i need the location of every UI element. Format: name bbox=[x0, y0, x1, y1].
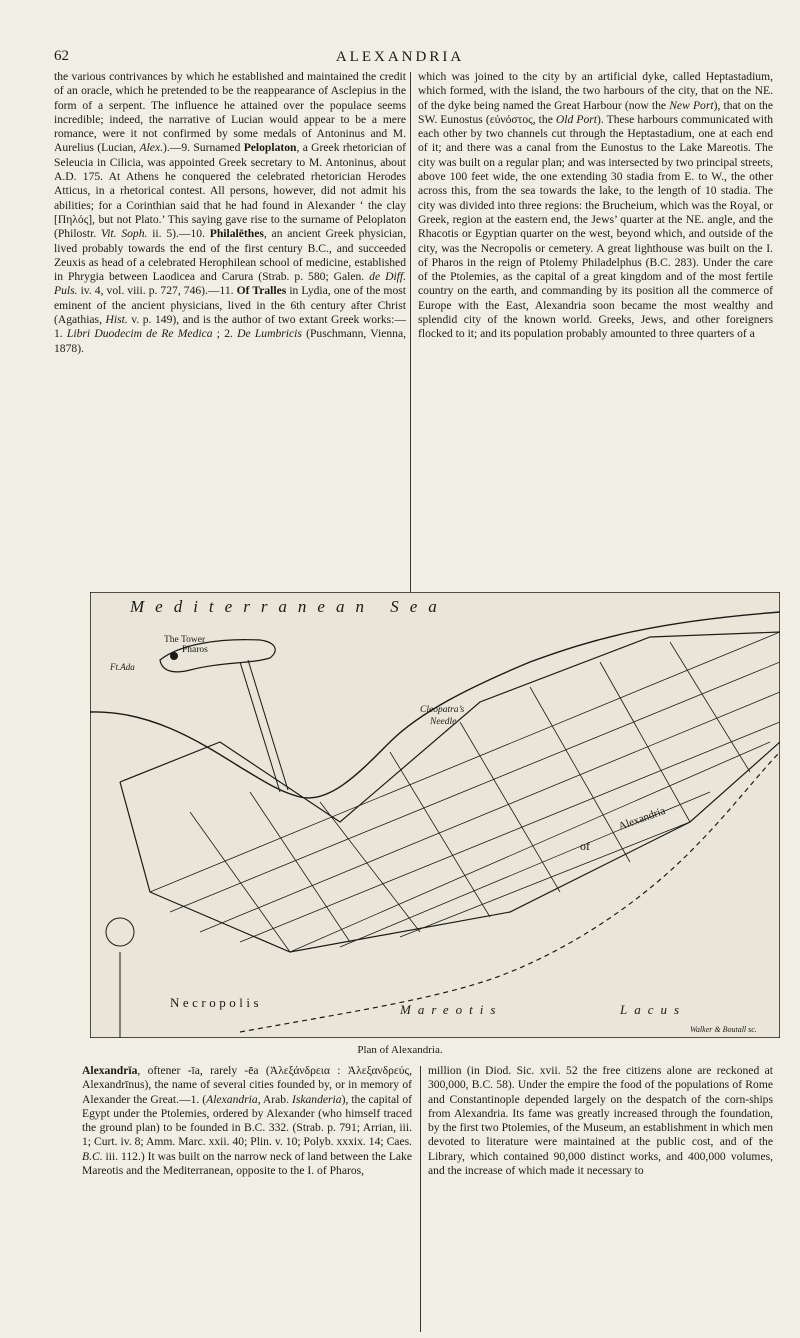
map-label-cleopatra: Cleopatra’s bbox=[420, 705, 465, 715]
running-title: ALEXANDRIA bbox=[335, 49, 465, 65]
paragraph-alexander-cont: the various contrivances by which he established and maintained the credit of an oracle, which he pretended to be the reappearance of Asclepius in the form of a serpent. The influence he attained over the populace seems incredible; indeed, the narrative of Lucian would appear to be a mere romance, were it not confirmed by some medals of Antoninus and M. Aurelius (Lucian, Alex.).—9. Surnamed Peloplaton, a Greek rhetorician of Seleucia in Cilicia, was appointed Greek secretary to M. Antoninus, about A.D. 175. At Athens he conquered the celebrated rhetorician Herodes Atticus, in a rhetorical contest. All persons, however, did not admit his abilities; for a Corinthian said that he had found in Alexander ‘ the clay [Πηλός], but not Plato.’ This saying gave rise to the surname of Peloplaton (Philostr. Vit. Soph. ii. 5).—10. Philalēthes, an ancient Greek physician, lived probably towards the end of the first century B.C., and succeeded Zeuxis as head of a celebrated Herophilean school of medicine, established in Phrygia between Laodicea and Carura (Strab. p. 580; Galen. de Diff. Puls. iv. 4, vol. viii. p. 727, 746).—11. Of Tralles in Lydia, one of the most eminent of the ancient physicians, lived in the 6th century after Christ (Agathias, Hist. v. p. 149), and is the author of two extant Greek works:—1. Libri Duodecim de Re Medica ; 2. De Lumbricis (Puschmann, Vienna, 1878). bbox=[54, 70, 407, 355]
map-label-needle: Needle bbox=[430, 717, 457, 727]
map-label-ft-ada: Ft.Ada bbox=[110, 662, 135, 672]
column-divider-lower bbox=[420, 1066, 421, 1332]
text-column-left-top bbox=[54, 70, 406, 356]
map-label-necropolis: Necropolis bbox=[170, 995, 263, 1010]
text-column-right-bottom bbox=[428, 1064, 773, 1178]
map-label-sea-name: Mediterranean Sea bbox=[130, 597, 448, 616]
map-label-mareotis: Mareotis bbox=[400, 1002, 503, 1017]
paragraph-alexandria-description: which was joined to the city by an artificial dyke, called Heptastadium, which formed, with the island, the two harbours of the city, that on the NE. of the dyke being named the Great Harbour (now the New Port), that on the SW. Eunostus (εὐνόστος, the Old Port). These harbours communicated with each other by two channels cut through the Heptastadium, one at each end of it; and there was a canal from the Eunostus to the Lake Mareotis. The city was built on a regular plan; and was intersected by two principal streets, above 100 feet wide, the one extending 30 stadia from E. to W., the other across this, from the sea towards the lake, to the length of 10 stadia. The city was divided into three regions: the Brucheium, which was the Royal, or Greek, region at the eastern end, the Jews’ quarter at the NE. angle, and the Rhacotis or Egyptian quarter on the west, beyond which, and outside of the city, was the Necropolis or cemetery. A great lighthouse was built on the I. of Pharos in the reign of Ptolemy Philadelphus (B.C. 283). Under the care of the Ptolemies, as the capital of a great kingdom and of the most fertile country on the earth, and commanding by its position all the commerce of Europe with the East, Alexandria soon became the most wealthy and splendid city of the known world. Greeks, Jews, and other foreigners flocked to it; and its population probably amounted to three quarters of a bbox=[418, 70, 773, 341]
map-caption: Plan of Alexandria. bbox=[357, 1044, 443, 1056]
paragraph-alexandria-entry: Alexandrīa, oftener -īa, rarely -ēa (Ἀλεξάνδρεια : Ἀλεξανδρεύς, Alexandrīnus), the name of several cities founded by, or in memory of Alexander the Great.—1. (Alexandria, Arab. Iskanderia), the capital of Egypt under the Ptolemies, ordered by Alexander (who himself traced the ground plan) to be founded in B.C. 332. (Strab. p. 791; Arrian, iii. 1; Curt. iv. 8; Amm. Marc. xxii. 40; Plin. v. 10; Polyb. xxxix. 14; Caes. B.C. iii. 112.) It was built on the narrow neck of land between the Lake Mareotis and the Mediterranean, opposite to the I. of Pharos, bbox=[82, 1064, 412, 1178]
page-number: 62 bbox=[54, 48, 69, 64]
text-column-right-top bbox=[418, 70, 773, 342]
map-label-pharos: Pharos bbox=[182, 645, 208, 655]
column-divider bbox=[410, 72, 411, 592]
plan-of-alexandria-map bbox=[90, 592, 780, 1038]
text-column-left-bottom bbox=[82, 1064, 412, 1178]
map-label-of: of bbox=[580, 839, 590, 853]
map-label-tower: The Tower bbox=[164, 635, 206, 645]
paragraph-alexandria-population: million (in Diod. Sic. xvii. 52 the free citizens alone are reckoned at 300,000, B.C. 58). Under the empire the food of the populations of Rome and Constantinople depended largely on the despatch of the corn-ships from Alexandria. Its fame was greatly increased through the foundation, by the first two Ptolemies, of the Museum, an establishment in which men devoted to literature were maintained at the public cost, and of the Library, which contained 90,000 distinct works, and 400,000 volumes, and the increase of which made it necessary to bbox=[428, 1064, 773, 1178]
map-engraver-credit: Walker & Boutall sc. bbox=[690, 1025, 757, 1034]
map-label-lacus: Lacus bbox=[620, 1002, 687, 1017]
map-label-alexandria: Alexandria bbox=[616, 804, 667, 833]
